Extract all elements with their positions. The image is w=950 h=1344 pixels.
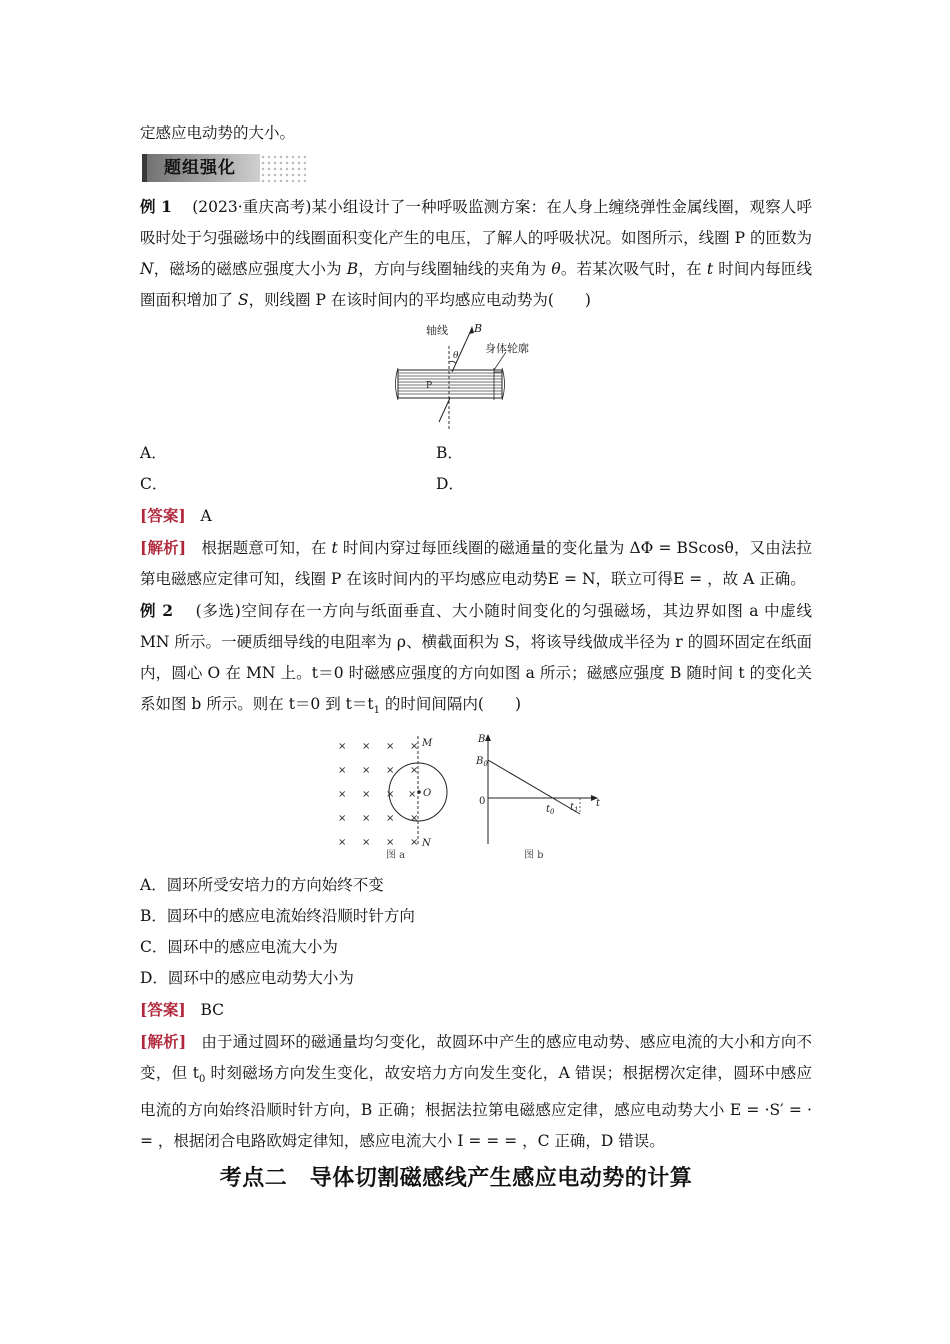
svg-text:×: × bbox=[338, 789, 347, 801]
example-2-text bbox=[140, 595, 812, 726]
label-t-axis: t bbox=[596, 798, 601, 810]
field-arrow-lower bbox=[439, 398, 450, 422]
svg-text:×: × bbox=[338, 837, 347, 849]
field-arrow-upper bbox=[452, 328, 472, 372]
svg-text:×: × bbox=[386, 837, 395, 849]
ex1-var-t: t bbox=[706, 260, 714, 278]
ex2-option-d[interactable]: D．圆环中的感应电动势大小为 bbox=[140, 969, 354, 988]
section-badge bbox=[140, 151, 310, 185]
badge-dots bbox=[260, 154, 306, 182]
example-1-text bbox=[140, 191, 812, 316]
label-o: O bbox=[423, 788, 432, 800]
cross-marks bbox=[338, 741, 418, 848]
label-b: B bbox=[474, 322, 483, 335]
example-2-answer bbox=[140, 994, 812, 1026]
ex2-option-c[interactable]: C．圆环中的感应电流大小为 bbox=[140, 938, 338, 957]
svg-text:×: × bbox=[410, 837, 419, 849]
label-axis: 轴线 bbox=[426, 324, 448, 337]
label-b-axis: B bbox=[478, 734, 486, 746]
example-1-label: 例 1 bbox=[140, 197, 172, 216]
caption-fig-a: 图 a bbox=[386, 850, 406, 861]
caption-fig-b: 图 b bbox=[524, 850, 544, 861]
example-2-analysis bbox=[140, 1026, 812, 1157]
coil-figure bbox=[390, 322, 550, 432]
ex1-var-theta: θ bbox=[551, 260, 561, 278]
document-page bbox=[140, 118, 812, 1199]
intro-line: 定感应电动势的大小。 bbox=[140, 124, 296, 142]
field-figures bbox=[328, 734, 618, 860]
ex1-seg1: 某小组设计了一种呼吸监测方案：在人身上缠绕弹性金属线圈，观察人呼吸时处于匀强磁场中的线圈面积变化产生的电压，了解人的呼吸状况。如图所示，线圈 P 的匝数为 bbox=[140, 198, 812, 247]
ex1-analysis-var-t: t bbox=[331, 539, 338, 557]
ex1-var-s: S bbox=[237, 291, 249, 309]
ex1-analysis-seg2: 时间内穿过每匝线圈的磁通量的变化量为 ΔΦ = BScosθ，又由法拉第电磁感应定律可知，线圈 P 在该时间内的平均感应电动势E = N，联立可得E = ，故 A 正确。 bbox=[140, 539, 813, 588]
label-b0: $B_0$ bbox=[476, 756, 488, 769]
label-p: P bbox=[426, 381, 433, 391]
ex1-analysis-seg1: 根据题意可知，在 bbox=[201, 539, 332, 557]
ex1-seg5: 时间内每匝线圈面积增加了 bbox=[140, 260, 812, 309]
ex1-answer-tag: [答案] bbox=[140, 506, 186, 525]
svg-text:×: × bbox=[408, 789, 417, 801]
label-origin: 0 bbox=[479, 796, 486, 808]
b-axis-arrow bbox=[485, 734, 491, 741]
ex1-seg2: ，磁场的磁感应强度大小为 bbox=[153, 260, 347, 278]
example-1-source: (2023·重庆高考) bbox=[192, 198, 312, 216]
svg-text:×: × bbox=[338, 813, 347, 825]
svg-text:×: × bbox=[362, 765, 371, 777]
example-1-analysis bbox=[140, 532, 812, 595]
svg-text:×: × bbox=[362, 741, 371, 753]
label-t0: $t_0$ bbox=[546, 804, 555, 817]
svg-text:×: × bbox=[362, 837, 371, 849]
ring-center-dot bbox=[417, 790, 421, 794]
badge-text: 题组强化 bbox=[164, 158, 236, 178]
ex1-analysis-tag: [解析] bbox=[140, 538, 187, 557]
ex1-option-d[interactable]: D． bbox=[436, 475, 464, 493]
ex2-answer-value: BC bbox=[200, 1001, 224, 1020]
svg-text:×: × bbox=[362, 789, 371, 801]
section-heading: 考点二 导体切割磁感线产生感应电动势的计算 bbox=[219, 1166, 693, 1192]
ex2-analysis-seg2: 时刻磁场方向发生变化，故安培力方向发生变化，A 错误；根据楞次定律，圆环中感应电流的方向始终沿顺时针方向，B 正确；根据法拉第电磁感应定律，感应电动势大小 E = ·S′ = · = ，根据闭合电路欧姆定律知，感应电流大小 I = = = ，C 正确，D 错误。 bbox=[140, 1064, 812, 1151]
ex1-seg4: 。若某次吸气时，在 bbox=[560, 260, 707, 278]
svg-text:×: × bbox=[386, 765, 395, 777]
badge-bar bbox=[142, 154, 147, 182]
ex2-option-a[interactable]: A．圆环所受安培力的方向始终不变 bbox=[140, 876, 384, 895]
ex1-answer-value: A bbox=[200, 507, 212, 525]
svg-text:×: × bbox=[410, 765, 419, 777]
svg-text:×: × bbox=[338, 741, 347, 753]
example-2-label: 例 2 bbox=[140, 601, 174, 620]
svg-text:×: × bbox=[386, 789, 395, 801]
ex1-seg6: ，则线圈 P 在该时间内的平均感应电动势为( ) bbox=[248, 291, 591, 309]
svg-text:×: × bbox=[338, 765, 347, 777]
coil-windings bbox=[398, 373, 502, 394]
example-1-options-row-2 bbox=[140, 469, 812, 500]
label-t1: $t_1$ bbox=[570, 802, 579, 815]
label-n: N bbox=[422, 838, 431, 850]
svg-text:×: × bbox=[386, 741, 395, 753]
svg-text:×: × bbox=[386, 813, 395, 825]
theta-arc bbox=[449, 361, 456, 364]
ex1-option-b[interactable]: B． bbox=[436, 444, 463, 462]
ex2-answer-tag: [答案] bbox=[140, 1000, 186, 1020]
ex2-seg1: (多选)空间存在一方向与纸面垂直、大小随时间变化的匀强磁场，其边界如图 a 中虚线 MN 所示。一硬质细导线的电阻率为 ρ、横截面积为 S，将该导线做成半径为 r 的圆环固定在纸面内，圆心 O 在 MN 上。t＝0 时磁感应强度的方向如图 a 所示；磁感应强度 B 随时间 t 的变化关系如图 b 所示。则在 t＝0 到 t＝t bbox=[140, 602, 812, 713]
example-1-options-row-1 bbox=[140, 438, 812, 469]
label-m: M bbox=[422, 738, 433, 750]
example-1-answer bbox=[140, 500, 812, 532]
svg-text:×: × bbox=[410, 741, 419, 753]
ex1-var-n: N bbox=[140, 260, 154, 278]
ex2-analysis-sub: 0 bbox=[198, 1074, 206, 1086]
ex2-seg2: 的时间间隔内( ) bbox=[379, 695, 522, 713]
b-t-line bbox=[488, 760, 580, 817]
label-body: 身体轮廓 bbox=[485, 342, 529, 355]
ex1-var-b: B bbox=[346, 260, 359, 278]
ex2-sub: 1 bbox=[373, 705, 380, 717]
ex2-option-b[interactable]: B．圆环中的感应电流始终沿顺时针方向 bbox=[140, 907, 415, 926]
label-theta: θ bbox=[453, 351, 459, 361]
ex2-analysis-seg1: 由于通过圆环的磁通量均匀变化，故圆环中产生的感应电动势、感应电流的大小和方向不变，但 t bbox=[140, 1033, 812, 1083]
ex1-option-a[interactable]: A． bbox=[140, 444, 167, 462]
ex2-analysis-tag: [解析] bbox=[140, 1032, 187, 1052]
ex1-seg3: ，方向与线圈轴线的夹角为 bbox=[358, 260, 552, 278]
svg-text:×: × bbox=[410, 813, 419, 825]
ex1-option-c[interactable]: C． bbox=[140, 475, 168, 493]
svg-text:×: × bbox=[362, 813, 371, 825]
